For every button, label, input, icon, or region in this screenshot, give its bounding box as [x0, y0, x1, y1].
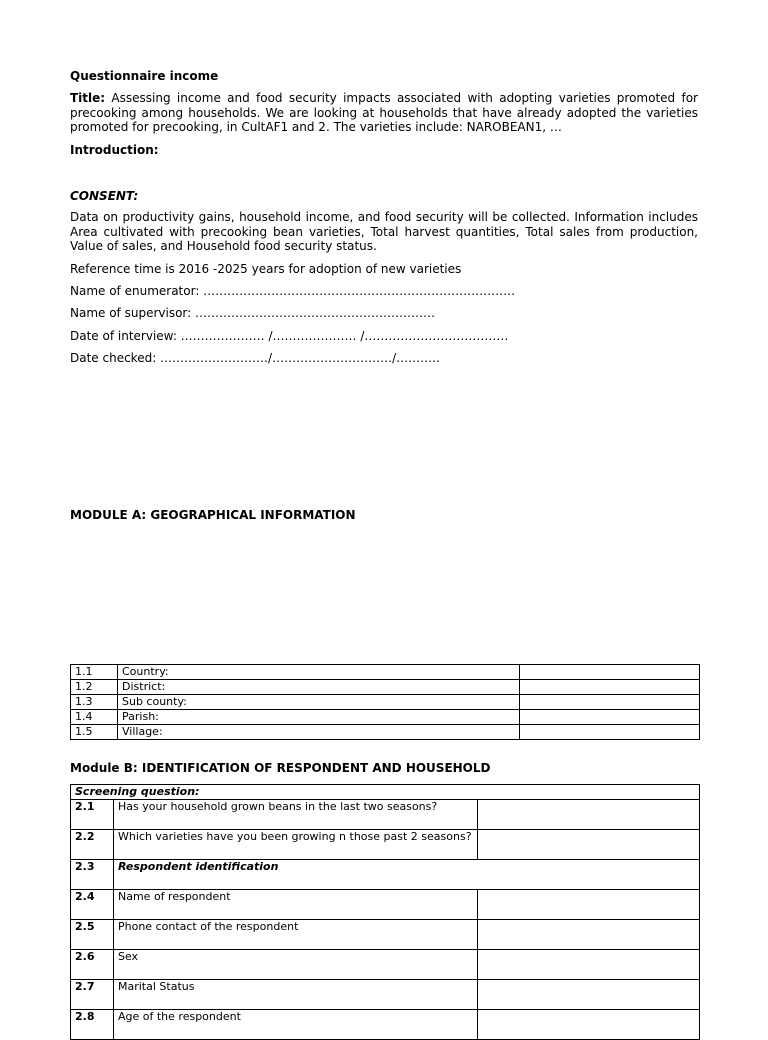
row-label: Which varieties have you been growing n those past 2 seasons?	[114, 830, 478, 860]
answer-cell[interactable]	[520, 680, 700, 695]
screening-question-heading: Screening question:	[71, 785, 700, 800]
row-label: Age of the respondent	[114, 1010, 478, 1040]
row-number: 2.8	[71, 1010, 114, 1040]
geo-info-table	[70, 664, 700, 740]
answer-cell[interactable]	[478, 950, 700, 980]
row-number: 1.1	[71, 665, 118, 680]
table-row	[71, 1010, 700, 1040]
table-row	[71, 920, 700, 950]
row-number: 2.2	[71, 830, 114, 860]
row-label: Country:	[118, 665, 520, 680]
row-number: 2.4	[71, 890, 114, 920]
table-row	[71, 830, 700, 860]
row-number: 1.4	[71, 710, 118, 725]
reference-time: Reference time is 2016 -2025 years for adoption of new varieties	[70, 262, 462, 276]
row-number: 2.1	[71, 800, 114, 830]
answer-cell[interactable]	[478, 1010, 700, 1040]
table-row	[71, 665, 700, 680]
row-label: Phone contact of the respondent	[114, 920, 478, 950]
table-row	[71, 860, 700, 890]
row-number: 1.2	[71, 680, 118, 695]
consent-heading: CONSENT:	[70, 189, 139, 203]
interview-date-field: Date of interview: ………………… /………………… /………………………………	[70, 329, 509, 343]
table-row	[71, 980, 700, 1010]
answer-cell[interactable]	[478, 920, 700, 950]
table-row	[71, 710, 700, 725]
module-a-heading: MODULE A: GEOGRAPHICAL INFORMATION	[70, 508, 356, 522]
table-row	[71, 890, 700, 920]
answer-cell[interactable]	[478, 830, 700, 860]
introduction-heading: Introduction:	[70, 143, 159, 157]
enumerator-field: Name of enumerator: ……………………………………………………………………	[70, 284, 516, 298]
table-row	[71, 950, 700, 980]
row-label: Has your household grown beans in the last two seasons?	[114, 800, 478, 830]
answer-cell[interactable]	[520, 665, 700, 680]
document-title: Questionnaire income	[70, 69, 219, 83]
table-row	[71, 695, 700, 710]
answer-cell[interactable]	[520, 725, 700, 740]
answer-cell[interactable]	[520, 710, 700, 725]
title-paragraph	[70, 91, 698, 135]
row-label: District:	[118, 680, 520, 695]
screening-row	[71, 785, 700, 800]
row-number: 2.5	[71, 920, 114, 950]
date-checked-field: Date checked: ………………………/…………………………/………..	[70, 351, 440, 365]
row-number: 2.6	[71, 950, 114, 980]
row-label: Sex	[114, 950, 478, 980]
row-label: Parish:	[118, 710, 520, 725]
answer-cell[interactable]	[520, 695, 700, 710]
respondent-table	[70, 784, 700, 1040]
table-row	[71, 680, 700, 695]
answer-cell[interactable]	[478, 980, 700, 1010]
row-number: 1.3	[71, 695, 118, 710]
answer-cell[interactable]	[478, 890, 700, 920]
answer-cell[interactable]	[478, 800, 700, 830]
module-b-heading: Module B: IDENTIFICATION OF RESPONDENT AND HOUSEHOLD	[70, 761, 491, 775]
table-row	[71, 725, 700, 740]
row-label: Sub county:	[118, 695, 520, 710]
supervisor-field: Name of supervisor: ……………………………………………………	[70, 306, 435, 320]
table-row	[71, 800, 700, 830]
row-label: Name of respondent	[114, 890, 478, 920]
row-number: 2.7	[71, 980, 114, 1010]
title-label: Title:	[70, 91, 106, 105]
row-label: Village:	[118, 725, 520, 740]
section-label: Respondent identification	[114, 860, 700, 890]
row-number: 1.5	[71, 725, 118, 740]
row-label: Marital Status	[114, 980, 478, 1010]
consent-text: Data on productivity gains, household income, and food security will be collected. Information includes Area cultivated with precooking bean varieties, Total harvest quantities, Total sales from production, Value of sales, and Household food security status.	[70, 210, 698, 253]
title-text: Assessing income and food security impacts associated with adopting varieties promoted for precooking among households. We are looking at households that have already adopted the varieties promoted for precooking, in CultAF1 and 2. The varieties include: NAROBEAN1, …	[70, 91, 698, 134]
row-number: 2.3	[71, 860, 114, 890]
